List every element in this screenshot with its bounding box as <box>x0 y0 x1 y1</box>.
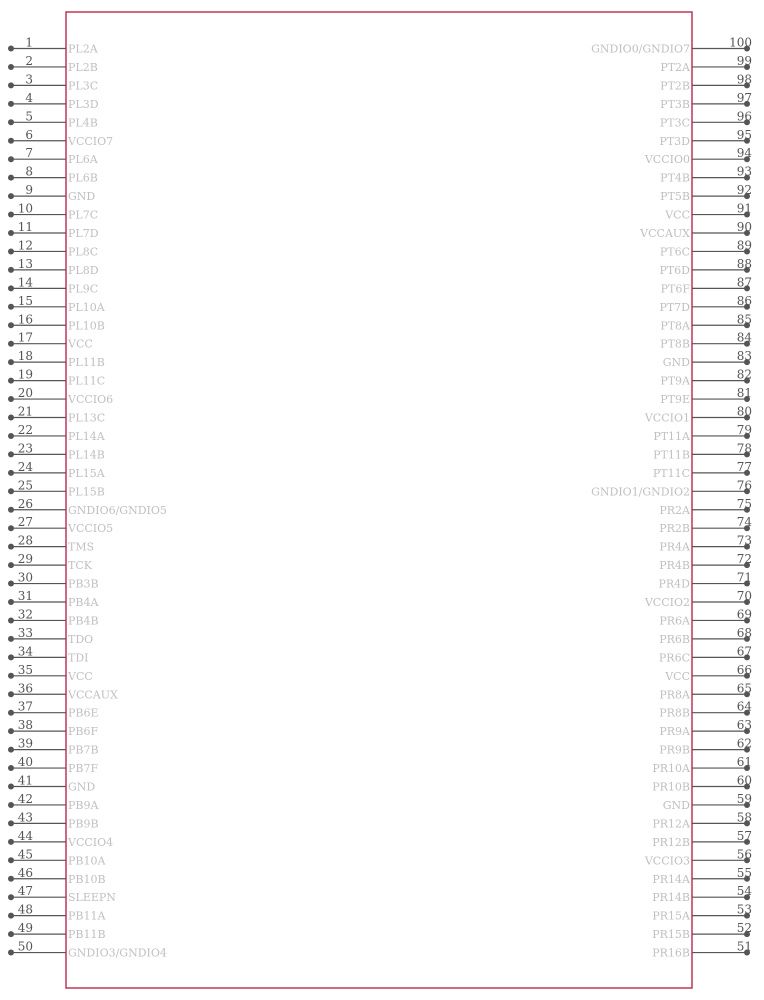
pin-number: 25 <box>17 478 33 493</box>
pin-end-dot <box>8 175 14 181</box>
pin-label: PT9E <box>660 393 690 407</box>
pin-end-dot <box>8 894 14 900</box>
pin-label: PR4A <box>659 540 690 554</box>
pin-label: PL11B <box>68 356 105 370</box>
pin-number: 90 <box>736 220 752 234</box>
pin-end-dot <box>8 839 14 845</box>
pin-label: PR4D <box>658 577 690 591</box>
pin-label: PR15B <box>652 928 690 942</box>
pin-label: PR16B <box>652 946 690 960</box>
pin-label: GND <box>68 780 96 794</box>
pin-group <box>8 36 752 960</box>
pin-end-dot <box>8 433 14 439</box>
pin-label: GNDIO1/GNDIO2 <box>591 485 690 499</box>
pin-number: 68 <box>736 625 752 640</box>
pin-number: 64 <box>736 699 752 714</box>
pin-label: TCK <box>68 559 92 573</box>
pin-label: VCCAUX <box>640 227 690 240</box>
pin-number: 86 <box>736 293 752 308</box>
pin-number: 43 <box>17 810 33 825</box>
pin-label: TDO <box>68 632 94 646</box>
pin-number: 19 <box>17 367 33 382</box>
pin-label: VCC <box>665 208 690 222</box>
pin-label: PR4B <box>659 559 690 573</box>
pin-label: PL4B <box>68 116 98 130</box>
pin-number: 30 <box>17 570 33 585</box>
pin-label: PL9C <box>68 282 99 296</box>
pin-number: 32 <box>17 607 33 622</box>
pin-label: PT3C <box>659 116 690 130</box>
pin-label: VCCIO6 <box>68 393 114 407</box>
pin-end-dot <box>8 525 14 531</box>
pin-end-dot <box>8 248 14 254</box>
pin-end-dot <box>8 415 14 421</box>
pin-label: PB6F <box>68 725 99 739</box>
pin-label: PR6B <box>659 632 690 646</box>
pin-label: GNDIO0/GNDIO7 <box>591 42 690 56</box>
pin-number: 44 <box>17 828 33 843</box>
pin-end-dot <box>8 636 14 642</box>
pin-number: 29 <box>17 552 33 567</box>
pin-number: 55 <box>736 865 752 880</box>
pin-number: 33 <box>17 625 33 640</box>
pin-end-dot <box>8 341 14 347</box>
pin-number: 12 <box>17 238 33 253</box>
pin-number: 39 <box>17 736 33 751</box>
pin-label: PL14B <box>68 448 105 462</box>
pin-label: PB10A <box>68 854 106 868</box>
pin-number: 88 <box>736 256 752 271</box>
pin-label: VCCIO7 <box>68 134 114 148</box>
pin-end-dot <box>8 230 14 236</box>
pin-number: 46 <box>17 865 33 880</box>
pin-number: 83 <box>736 349 752 364</box>
pin-number: 79 <box>736 422 752 437</box>
pin-label: PL3C <box>68 79 99 93</box>
pin-number: 75 <box>736 496 752 511</box>
pin-number: 56 <box>736 847 752 862</box>
pin-number: 96 <box>736 109 752 124</box>
pin-end-dot <box>8 101 14 107</box>
pin-end-dot <box>8 193 14 199</box>
pin-number: 99 <box>736 53 752 68</box>
pin-end-dot <box>8 654 14 660</box>
pin-number: 42 <box>17 791 33 806</box>
pin-label: PB4B <box>68 614 99 628</box>
pin-number: 24 <box>17 459 33 474</box>
pin-label: VCCIO2 <box>644 596 690 609</box>
pin-number: 18 <box>17 349 33 364</box>
pin-label: VCCIO4 <box>68 835 114 849</box>
pin-number: 28 <box>17 533 33 548</box>
pin-number: 9 <box>25 183 33 198</box>
pin-label: PL7C <box>68 208 99 222</box>
pin-label: GND <box>662 356 690 370</box>
pin-number: 67 <box>736 644 752 659</box>
pin-number: 48 <box>17 902 33 917</box>
pin-label: SLEEPN <box>68 891 116 905</box>
pin-number: 98 <box>736 72 752 87</box>
pin-number: 80 <box>736 404 752 419</box>
pin-number: 17 <box>17 330 33 345</box>
pin-number: 81 <box>736 386 752 401</box>
pin-number: 26 <box>17 496 33 511</box>
pin-end-dot <box>8 64 14 70</box>
pin-label: PT2B <box>660 79 690 93</box>
pin-label: PL8C <box>68 245 99 259</box>
pin-label: GNDIO6/GNDIO5 <box>68 503 167 517</box>
pin-end-dot <box>8 82 14 88</box>
pin-end-dot <box>8 876 14 882</box>
pin-number: 11 <box>17 220 33 234</box>
pin-number: 20 <box>17 386 33 401</box>
pin-label: PL15B <box>68 485 105 499</box>
pin-number: 58 <box>736 810 752 825</box>
pin-label: PT6D <box>659 263 690 277</box>
pin-label: PT6F <box>660 282 690 296</box>
pin-label: PB7F <box>68 762 99 776</box>
pin-end-dot <box>8 544 14 550</box>
pin-label: VCCAUX <box>68 688 118 702</box>
pin-label: PR12B <box>652 835 690 849</box>
pin-label: PL11C <box>68 374 106 388</box>
pin-number: 6 <box>25 127 33 142</box>
pin-label: PR14A <box>652 872 690 886</box>
pin-end-dot <box>8 470 14 476</box>
pin-number: 61 <box>736 755 752 770</box>
pin-end-dot <box>8 747 14 753</box>
pin-end-dot <box>8 765 14 771</box>
pin-label: PT6C <box>659 245 690 259</box>
pin-end-dot <box>8 673 14 679</box>
pin-number: 7 <box>25 146 33 161</box>
pin-number: 27 <box>17 515 33 530</box>
pin-number: 37 <box>17 699 33 714</box>
pin-number: 82 <box>736 367 752 382</box>
pin-label: PL14A <box>68 429 105 443</box>
pin-label: PR9A <box>659 725 690 739</box>
pin-label: PB9A <box>68 798 99 812</box>
pin-label: VCCIO1 <box>644 411 690 425</box>
pin-label: VCC <box>68 669 93 683</box>
pin-number: 66 <box>736 662 752 677</box>
pin-label: PL3D <box>68 97 99 111</box>
pin-label: PB11A <box>68 909 106 923</box>
pin-label: PL2A <box>68 42 98 56</box>
pin-label: VCCIO5 <box>68 522 114 536</box>
pin-number: 57 <box>736 828 752 843</box>
pin-label: VCCIO0 <box>644 153 690 167</box>
pin-number: 77 <box>736 459 752 474</box>
pin-end-dot <box>8 322 14 328</box>
pin-end-dot <box>8 507 14 513</box>
pin-number: 47 <box>17 884 33 899</box>
pin-label: PT9A <box>660 374 690 388</box>
pin-end-dot <box>8 119 14 125</box>
pin-label: PR10B <box>652 780 690 794</box>
pin-label: PL10A <box>68 300 105 314</box>
pin-end-dot <box>8 396 14 402</box>
pin-label: PT11B <box>653 448 690 462</box>
pin-label: PL6A <box>68 153 98 167</box>
pin-label: PR8B <box>659 706 690 720</box>
pin-number: 78 <box>736 441 752 456</box>
pin-number: 38 <box>17 718 33 733</box>
pin-number: 71 <box>736 570 752 585</box>
pin-number: 31 <box>17 589 33 603</box>
pin-end-dot <box>8 562 14 568</box>
pin-label: VCC <box>665 669 690 683</box>
pin-end-dot <box>8 857 14 863</box>
pin-label: PR12A <box>652 817 690 831</box>
pin-label: PL7D <box>68 227 99 240</box>
pin-label: PT3D <box>659 134 690 148</box>
pin-label: PR2A <box>659 503 690 517</box>
pin-number: 45 <box>17 847 33 862</box>
pin-end-dot <box>8 581 14 587</box>
pin-label: PL13C <box>68 411 106 425</box>
pin-number: 14 <box>17 275 33 290</box>
pin-number: 84 <box>736 330 752 345</box>
pin-label: TDI <box>68 651 89 665</box>
pin-label: PR2B <box>659 522 690 536</box>
pin-number: 91 <box>736 201 752 216</box>
pin-label: PR6C <box>658 651 690 665</box>
pin-label: PT2A <box>660 60 690 74</box>
pin-number: 53 <box>736 902 752 917</box>
pin-number: 73 <box>736 533 752 548</box>
pin-label: GND <box>662 798 690 812</box>
pin-number: 89 <box>736 238 752 253</box>
pin-number: 35 <box>17 662 33 677</box>
pin-label: TMS <box>68 540 95 554</box>
pin-label: PL15A <box>68 466 105 480</box>
pin-number: 76 <box>736 478 752 493</box>
pin-number: 87 <box>736 275 752 290</box>
pin-label: PR8A <box>659 688 690 702</box>
pin-number: 13 <box>17 256 33 271</box>
pin-number: 92 <box>736 183 752 198</box>
pin-number: 1 <box>25 35 33 50</box>
pin-number: 94 <box>736 146 752 161</box>
pin-number: 4 <box>25 90 33 105</box>
pin-number: 23 <box>17 441 33 456</box>
pin-number: 97 <box>736 90 752 105</box>
pin-number: 95 <box>736 127 752 142</box>
pin-label: PB7B <box>68 743 99 757</box>
pin-label: PL6B <box>68 171 98 185</box>
pin-number: 74 <box>736 515 752 530</box>
pin-end-dot <box>8 378 14 384</box>
pin-number: 52 <box>736 921 752 936</box>
pin-label: GND <box>68 190 96 204</box>
pin-label: PB9B <box>68 817 99 831</box>
pin-label: PB3B <box>68 577 99 591</box>
pin-end-dot <box>8 710 14 716</box>
pin-end-dot <box>8 267 14 273</box>
pin-number: 10 <box>17 201 33 216</box>
pin-number: 85 <box>736 312 752 327</box>
pin-number: 70 <box>736 589 752 603</box>
pin-label: PR9B <box>659 743 690 757</box>
pin-end-dot <box>8 599 14 605</box>
pin-label: PT4B <box>660 171 690 185</box>
pin-number: 59 <box>736 791 752 806</box>
pin-end-dot <box>8 784 14 790</box>
pin-number: 100 <box>729 35 752 50</box>
pin-label: PR6A <box>659 614 690 628</box>
pin-label: PT8A <box>660 319 690 333</box>
pin-number: 62 <box>736 736 752 751</box>
pin-label: PR15A <box>652 909 690 923</box>
pin-number: 63 <box>736 718 752 733</box>
pin-number: 5 <box>25 109 33 124</box>
pin-number: 65 <box>736 681 752 696</box>
pin-label: VCC <box>68 337 93 351</box>
pin-label: GNDIO3/GNDIO4 <box>68 946 167 960</box>
pin-end-dot <box>8 212 14 218</box>
pin-number: 41 <box>17 773 33 788</box>
pin-number: 36 <box>17 681 33 696</box>
pin-label: PR14B <box>652 891 690 905</box>
pin-end-dot <box>8 913 14 919</box>
component-body <box>66 12 692 988</box>
pin-label: PR10A <box>652 762 690 776</box>
pin-end-dot <box>8 46 14 52</box>
pin-end-dot <box>8 950 14 956</box>
pin-number: 50 <box>17 939 33 954</box>
pin-number: 2 <box>25 53 33 68</box>
pin-number: 69 <box>736 607 752 622</box>
pin-number: 34 <box>17 644 33 659</box>
pin-number: 21 <box>17 404 33 419</box>
pin-number: 16 <box>17 312 33 327</box>
pin-label: PL10B <box>68 319 105 333</box>
pin-end-dot <box>8 285 14 291</box>
pin-number: 72 <box>736 552 752 567</box>
pin-label: PB4A <box>68 596 99 609</box>
pin-number: 49 <box>17 921 33 936</box>
pin-end-dot <box>8 156 14 162</box>
pin-end-dot <box>8 617 14 623</box>
pin-end-dot <box>8 931 14 937</box>
pin-end-dot <box>8 304 14 310</box>
pin-number: 40 <box>17 755 33 770</box>
pin-label: PT3B <box>660 97 690 111</box>
pin-end-dot <box>8 138 14 144</box>
pin-label: PT11C <box>652 466 690 480</box>
pin-label: PT5B <box>660 190 690 204</box>
pin-label: PT7D <box>659 300 690 314</box>
pin-end-dot <box>8 728 14 734</box>
pin-label: VCCIO3 <box>644 854 690 868</box>
pin-end-dot <box>8 488 14 494</box>
pin-end-dot <box>8 691 14 697</box>
pin-number: 51 <box>736 939 752 954</box>
pin-number: 15 <box>17 293 33 308</box>
pin-number: 22 <box>17 422 33 437</box>
pin-label: PL8D <box>68 263 99 277</box>
pin-label: PB10B <box>68 872 106 886</box>
pin-number: 8 <box>25 164 33 179</box>
pin-label: PT8B <box>660 337 690 351</box>
pin-end-dot <box>8 451 14 457</box>
pin-number: 93 <box>736 164 752 179</box>
pin-label: PT11A <box>653 429 690 443</box>
pin-end-dot <box>8 359 14 365</box>
pin-number: 54 <box>736 884 752 899</box>
pin-label: PB11B <box>68 928 106 942</box>
pin-label: PB6E <box>68 706 99 720</box>
pin-end-dot <box>8 802 14 808</box>
pin-label: PL2B <box>68 60 98 74</box>
pin-end-dot <box>8 820 14 826</box>
pin-number: 3 <box>25 72 33 87</box>
pin-number: 60 <box>736 773 752 788</box>
